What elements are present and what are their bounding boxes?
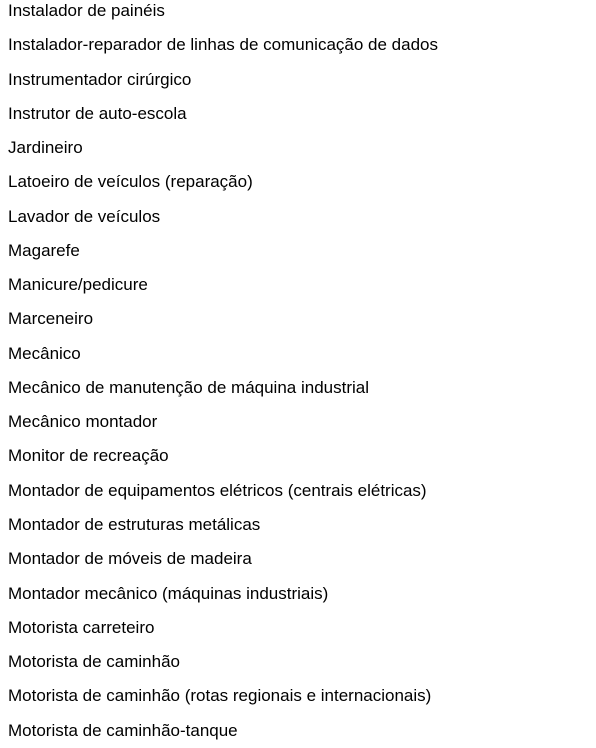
list-item: Manicure/pedicure <box>8 275 148 295</box>
list-item: Lavador de veículos <box>8 206 161 226</box>
list-item: Latoeiro de veículos (reparação) <box>8 172 253 192</box>
list-item: Motorista de caminhão-tanque <box>8 720 238 740</box>
list-item: Montador de estruturas metálicas <box>8 514 261 534</box>
list-item: Jardineiro <box>8 138 83 158</box>
list-item: Motorista de caminhão <box>8 652 180 672</box>
list-item: Montador mecânico (máquinas industriais) <box>8 583 329 603</box>
list-item: Instalador de painéis <box>8 1 165 20</box>
list-item: Montador de móveis de madeira <box>8 549 252 569</box>
list-item: Mecânico <box>8 343 81 363</box>
list-item: Instrutor de auto-escola <box>8 103 187 123</box>
list-item: Instrumentador cirúrgico <box>8 69 192 89</box>
list-item: Magarefe <box>8 240 80 260</box>
list-item: Instalador-reparador de linhas de comunicação de dados <box>8 35 438 55</box>
list-item: Motorista carreteiro <box>8 617 155 637</box>
list-item: Marceneiro <box>8 309 94 329</box>
list-item: Monitor de recreação <box>8 446 169 466</box>
list-item: Montador de equipamentos elétricos (centrais elétricas) <box>8 480 427 500</box>
list-item: Mecânico de manutenção de máquina industrial <box>8 377 370 397</box>
list-item: Mecânico montador <box>8 412 158 432</box>
list-item: Motorista de caminhão (rotas regionais e internacionais) <box>8 686 432 706</box>
